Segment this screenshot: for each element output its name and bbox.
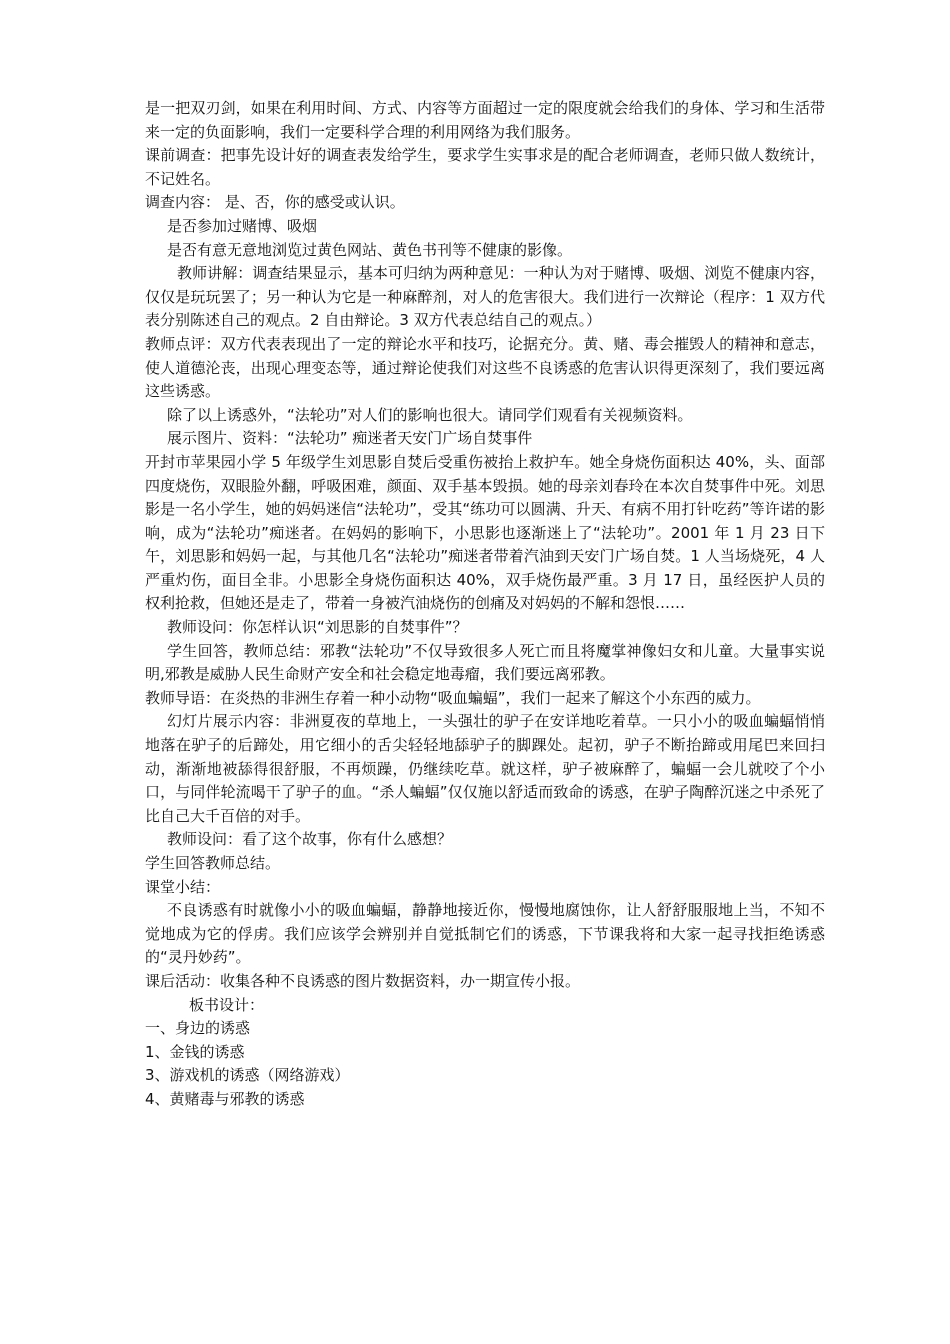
paragraph: 教师导语：在炎热的非洲生存着一种小动物“吸血蝙蝠”，我们一起来了解这个小东西的威力。 [145,688,761,707]
paragraph: 教师点评：双方代表表现出了一定的辩论水平和技巧，论据充分。黄、赌、毒会摧毁人的精神和意志，使人道德沦丧，出现心理变态等，通过辩论使我们对这些不良诱惑的危害认识得更深刻了，我们要远离这些诱惑。 [145,334,825,401]
paragraph: 展示图片、资料：“法轮功” 痴迷者天安门广场自焚事件 [167,429,533,448]
paragraph: 调查内容： 是、否，你的感受或认识。 [145,193,405,212]
paragraph: 开封市苹果园小学 5 年级学生刘思影自焚后受重伤被抬上救护车。她全身烧伤面积达 40%，头、面部四度烧伤，双眼脸外翻，呼吸困难，颜面、双手基本毁损。她的母亲刘春玲在本次自焚事件中死。刘思影是一名小学生，她的妈妈迷信“法轮功”，受其“练功可以圆满、升天、有病不用打针吃药”等许诺的影响，成为“法轮功”痴迷者。在妈妈的影响下，小思影也逐渐迷上了“法轮功”。2001 年 1 月 23 日下午，刘思影和妈妈一起，与其他几名“法轮功”痴迷者带着汽油到天安门广场自焚。1 人当场烧死，4 人严重灼伤，面目全非。小思影全身烧伤面积达 40%，双手烧伤最严重。3 月 17 日，虽经医护人员的权利抢救，但她还是走了，带着一身被汽油烧伤的创痛及对妈妈的不解和怨恨…… [145,452,825,613]
paragraph: 不良诱惑有时就像小小的吸血蝙蝠，静静地接近你，慢慢地腐蚀你，让人舒舒服服地上当，不知不觉地成为它的俘虏。我们应该学会辨别并自觉抵制它们的诱惑，下节课我将和大家一起寻找拒绝诱惑的“灵丹妙药”。 [145,901,825,967]
paragraph: 4、黄赌毒与邪教的诱惑 [145,1089,305,1108]
paragraph: 是否参加过赌博、吸烟 [167,216,318,235]
paragraph: 一、身边的诱惑 [145,1019,251,1038]
paragraph: 是否有意无意地浏览过黄色网站、黄色书刊等不健康的影像。 [167,240,573,259]
paragraph: 是一把双刃剑，如果在利用时间、方式、内容等方面超过一定的限度就会给我们的身体、学习和生活带来一定的负面影响，我们一定要科学合理的利用网络为我们服务。 [145,99,825,141]
paragraph: 3、游戏机的诱惑（网络游戏） [145,1066,350,1085]
paragraph: 教师设问：看了这个故事，你有什么感想？ [167,830,453,849]
paragraph: 课前调查：把事先设计好的调查表发给学生，要求学生实事求是的配合老师调查，老师只做人数统计，不记姓名。 [145,146,825,188]
paragraph: 学生回答，教师总结：邪教“法轮功”不仅导致很多人死亡而且将魔掌神像妇女和儿童。大量事实说明,邪教是威胁人民生命财产安全和社会稳定地毒瘤，我们要远离邪教。 [145,641,825,684]
paragraph: 教师设问：你怎样认识“刘思影的自焚事件”？ [167,618,468,637]
paragraph: 板书设计： [189,995,265,1014]
paragraph: 课后活动：收集各种不良诱惑的图片数据资料，办一期宣传小报。 [145,971,581,990]
document-body [145,97,825,1112]
paragraph: 幻灯片展示内容：非洲夏夜的草地上，一头强壮的驴子在安详地吃着草。一只小小的吸血蝙蝠悄悄地落在驴子的后蹄处，用它细小的舌尖轻轻地舔驴子的脚踝处。起初，驴子不断抬蹄或用尾巴来回扫动，渐渐地被舔得很舒服，不再烦躁，仍继续吃草。就这样，驴子被麻醉了，蝙蝠一会儿就咬了个小口，与同伴轮流喝干了驴子的血。“杀人蝙蝠”仅仅施以舒适而致命的诱惑，在驴子陶醉沉迷之中杀死了比自己大千百倍的对手。 [145,712,825,825]
paragraph: 课堂小结： [145,877,221,896]
paragraph: 学生回答教师总结。 [145,854,281,872]
paragraph: 教师讲解：调查结果显示，基本可归纳为两种意见：一种认为对于赌博、吸烟、浏览不健康内容，仅仅是玩玩罢了；另一种认为它是一种麻醉剂，对人的危害很大。我们进行一次辩论（程序：1 双方代表分别陈述自己的观点。2 自由辩论。3 双方代表总结自己的观点。） [145,264,825,330]
paragraph: 除了以上诱惑外，“法轮功”对人们的影响也很大。请同学们观看有关视频资料。 [167,405,693,424]
paragraph: 1、金钱的诱惑 [145,1042,245,1061]
